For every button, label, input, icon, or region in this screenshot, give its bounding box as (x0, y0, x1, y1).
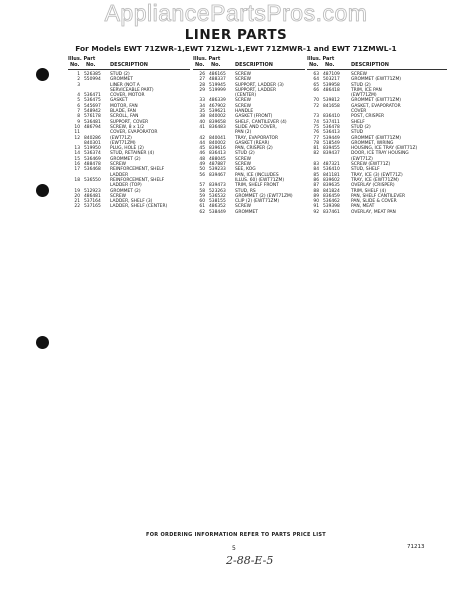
part-description: TRAY, ICE (EWT71ZM) (351, 177, 399, 183)
part-illus-no: 63 (313, 72, 319, 77)
part-description: SLIDE AND COVER, (235, 124, 277, 130)
part-illus-no: 73 (313, 114, 319, 120)
part-description: GROMMET (2) (EWT71ZM) (235, 193, 293, 199)
part-number: 512923 (84, 188, 101, 194)
part-number: 519950 (84, 146, 101, 152)
part-number: 840002 (209, 140, 226, 146)
part-illus-no: 62 (199, 209, 205, 215)
part-number: 539233 (209, 167, 226, 173)
part-number: 839473 (209, 183, 226, 189)
part-illus-no: 91 (313, 204, 319, 210)
part-number: 503217 (323, 77, 340, 83)
part-illus-no: 4 (77, 93, 80, 99)
part-description: PAN, SHELF CANTILEVER (351, 193, 406, 199)
part-illus-no: 26 (199, 72, 205, 77)
part-illus-no: 9 (77, 119, 80, 125)
part-number: 488045 (209, 156, 226, 162)
part-description: TRAY, EVAPORATOR (235, 135, 279, 141)
part-illus-no: 38 (199, 114, 205, 120)
part-number: 840301 (84, 140, 101, 146)
part-description: (EWT71ZM) (110, 140, 136, 146)
part-illus-no: 1 (77, 72, 80, 77)
part-illus-no: 88 (313, 188, 319, 194)
part-row (68, 204, 190, 209)
part-number: 839602 (323, 177, 340, 183)
description-label: DESCRIPTION (351, 62, 389, 68)
part-description: PAN, CRISPER (2) (235, 146, 273, 152)
part-description: SCREW (235, 72, 252, 77)
page-title: LINER PARTS (184, 27, 288, 43)
part-description: PAN (2) (235, 130, 252, 136)
part-description: GROMMET (EWT71ZM) (351, 135, 401, 141)
part-description: SCREW (235, 162, 252, 168)
part-number: 537165 (84, 204, 101, 210)
part-number: 839616 (209, 146, 226, 152)
part-no-label: No. (211, 62, 221, 68)
part-illus-no: 22 (74, 204, 80, 210)
part-description: COVER, EVAPORATOR (110, 130, 158, 136)
part-number: 836413 (209, 151, 226, 157)
ordering-note: FOR ORDERING INFORMATION REFER TO PARTS PRICE LIST (146, 532, 326, 538)
part-number: 839635 (323, 183, 340, 189)
part-description: CLIP (2) (EWT71ZM) (235, 199, 280, 205)
watermark-logo: AppliancePartsPros.com (104, 0, 368, 26)
part-illus-no: 57 (199, 183, 205, 189)
no-label: No. (195, 62, 205, 68)
part-description: OVERLAY (CRISPER) (351, 183, 395, 189)
part-number: 536462 (323, 199, 340, 205)
parts-list (193, 72, 305, 215)
part-description: REINFORCEMENT, SHELF (110, 177, 165, 183)
part-number: 536532 (209, 193, 226, 199)
part-description: STUD, SHELF (351, 167, 380, 173)
part-illus-no: 2 (77, 77, 80, 83)
part-number: 536550 (84, 177, 101, 183)
part-description: STUD, RETAINER (4) (110, 151, 155, 157)
part-illus-no: 85 (313, 172, 319, 178)
part-description: GROMMET (EWT71ZM) (351, 98, 401, 104)
part-number: 837461 (323, 209, 340, 215)
part-number: 539398 (323, 204, 340, 210)
part-description: SCREW (110, 193, 127, 199)
part-number: 523263 (209, 188, 226, 194)
parts-column-1 (68, 56, 190, 210)
part-description: MOTOR, FAN (110, 103, 138, 109)
part-description: OVERLAY, MEAT PAN (351, 209, 396, 215)
part-illus-no: 49 (199, 162, 205, 168)
part-illus-no: 40 (199, 119, 205, 125)
part-illus-no: 17 (74, 167, 80, 173)
part-number: 519999 (209, 87, 226, 93)
part-number: 536471 (84, 93, 101, 99)
page-subtitle: For Models EWT 71ZWR-1,EWT 71ZWL-1,EWT 71ZMWR-1 and EWT 71ZMWL-1 (75, 44, 397, 53)
parts-list (68, 72, 190, 210)
part-description: ILLUS. 60) (EWT71ZM) (235, 177, 285, 183)
part-illus-no: 46 (199, 151, 205, 157)
part-number: 539812 (323, 98, 340, 104)
part-illus-no: 5 (77, 98, 80, 104)
part-number: 526385 (84, 72, 101, 77)
part-illus-no: 44 (199, 140, 205, 146)
part-description: COVER (351, 109, 367, 115)
header-rule (193, 69, 305, 70)
part-description: STUD (2) (235, 151, 255, 157)
part-illus-no: 21 (74, 199, 80, 205)
part-description: STUD (2) (351, 124, 371, 130)
part-description: LADDER, SHELF (3) (110, 199, 153, 205)
part-description: STUD (2) (110, 72, 130, 77)
part-description: GASKET (REAR) (235, 140, 270, 146)
part-number: 486339 (209, 98, 226, 104)
part-description: GROMMET, WIRING (351, 140, 394, 146)
part-number: 840002 (209, 114, 226, 120)
part-number: 537164 (84, 199, 101, 205)
part-illus-no: 6 (77, 103, 80, 109)
part-illus-no: 82 (313, 151, 319, 157)
part-description: LADDER (110, 172, 129, 178)
binder-hole (36, 184, 49, 197)
part-illus-no: 61 (199, 204, 205, 210)
part-no-label: No. (325, 62, 335, 68)
part-illus-no: 29 (199, 87, 205, 93)
part-illus-no: 16 (74, 162, 80, 168)
part-description: (EWT71Z) (351, 156, 373, 162)
part-number: 576178 (84, 114, 101, 120)
part-illus-no: 92 (313, 209, 319, 215)
part-description: COVER, MOTOR (110, 93, 145, 99)
parts-list (307, 72, 447, 215)
part-number: 486352 (209, 204, 226, 210)
part-illus-no: 56 (199, 172, 205, 178)
part-illus-no: 84 (313, 167, 319, 173)
part-number: 839467 (209, 172, 226, 178)
part-description: SHELF, CANTILEVER (4) (235, 119, 287, 125)
no-label: No. (70, 62, 80, 68)
part-description: (EWT71ZM) (351, 93, 377, 99)
part-number: 537411 (323, 119, 340, 125)
part-row (307, 210, 447, 215)
part-number: 539621 (209, 109, 226, 115)
part-illus-no: 7 (77, 109, 80, 115)
part-number: 536478 (323, 124, 340, 130)
part-description: SCREW (110, 162, 127, 168)
part-number: 487321 (323, 162, 340, 168)
part-illus-no: 59 (199, 193, 205, 199)
part-number: 836483 (209, 124, 226, 130)
part-description: SCREW (235, 103, 252, 109)
column-header (307, 56, 447, 68)
column-header (193, 56, 305, 68)
part-description: REINFORCEMENT, SHELF (110, 167, 165, 173)
part-illus-no: 42 (199, 135, 205, 141)
parts-column-3 (307, 56, 447, 215)
part-number: 519945 (209, 82, 226, 88)
part-number: 841824 (323, 188, 340, 194)
part-illus-no: 83 (313, 162, 319, 168)
part-description: GROMMET (235, 209, 258, 215)
part-illus-no: 18 (74, 177, 80, 183)
part-description: PAN, MEAT (351, 204, 375, 210)
part-illus-no: 8 (77, 114, 80, 120)
part-number: 841658 (323, 103, 340, 109)
part-description: STUD (351, 130, 364, 136)
part-illus-no: 74 (313, 119, 319, 125)
part-number: 536410 (323, 167, 340, 173)
part-description: SCREW (351, 72, 368, 77)
part-description: GASKET (110, 98, 128, 104)
part-number: 488478 (84, 162, 101, 168)
part-description: STUD (2) (351, 82, 371, 88)
part-number: 536475 (84, 98, 101, 104)
part-illus-no: 10 (74, 124, 80, 130)
part-description: TRIM, SHELF (4) (351, 188, 387, 194)
part-number: 840286 (84, 135, 101, 141)
part-illus-no: 34 (199, 103, 205, 109)
part-number: 839437 (323, 151, 340, 157)
part-illus-no: 35 (199, 109, 205, 115)
part-illus-no: 60 (199, 199, 205, 205)
part-illus-no: 77 (313, 135, 319, 141)
part-illus-no: 81 (313, 146, 319, 152)
part-description: POST, CRISPER (351, 114, 385, 120)
part-description: (EWT71Z) (110, 135, 132, 141)
part-illus-no: 86 (313, 177, 319, 183)
part-illus-no: 48 (199, 156, 205, 162)
part-description: GASKET, EVAPORATOR (351, 103, 401, 109)
part-description: LINER (NOT A (110, 82, 140, 88)
part-description: SCREW (235, 204, 252, 210)
part-illus-no: 90 (313, 199, 319, 205)
part-number: 488337 (209, 77, 226, 83)
binder-hole (36, 68, 49, 81)
page-number: 5 (232, 545, 236, 552)
part-illus-no: 28 (199, 82, 205, 88)
header-rule (68, 69, 190, 70)
part-illus-no: 65 (313, 82, 319, 88)
part-description: HANDLE (235, 109, 254, 115)
part-description: SUPPORT, LADDER (235, 87, 277, 93)
handwritten-note: 2-88-E-5 (226, 554, 274, 567)
part-description: SCREW, 8 x 1/2 (110, 124, 145, 130)
part-row (193, 210, 305, 215)
part-description: SHELF (351, 119, 365, 125)
part-description: SERVICEABLE PART) (110, 87, 154, 93)
part-description: TRIM, SHELF FRONT (235, 183, 279, 189)
part-description: SCROLL, FAN (110, 114, 139, 120)
part-number: 839455 (323, 146, 340, 152)
part-description: TRIM, ICE PAN (351, 87, 382, 93)
illus-part-label: Illus. Part (68, 56, 96, 62)
part-number: 536374 (84, 151, 101, 157)
part-illus-no: 15 (74, 156, 80, 162)
part-description: BLADE, FAN (110, 109, 136, 115)
no-label: No. (309, 62, 319, 68)
part-description: SUPPORT, COVER (110, 119, 149, 125)
part-number: 550994 (84, 77, 101, 83)
part-number: 518549 (323, 140, 340, 146)
part-illus-no: 64 (313, 77, 319, 83)
part-number: 538155 (209, 199, 226, 205)
column-header (68, 56, 190, 68)
binder-hole (36, 336, 49, 349)
part-number: 486165 (209, 72, 226, 77)
part-number: 486418 (323, 87, 340, 93)
part-number: 538449 (209, 209, 226, 215)
part-description: GASKET (FRONT) (235, 114, 273, 120)
part-description: PLUG, HOLE (2) (110, 146, 144, 152)
part-description: SCREW (EWT71Z) (351, 162, 391, 168)
header-rule (307, 69, 447, 70)
part-number: 841181 (323, 172, 340, 178)
part-illus-no: 20 (74, 193, 80, 199)
part-number: 536468 (84, 167, 101, 173)
illus-part-label: Illus. Part (307, 56, 335, 62)
part-illus-no: 13 (74, 146, 80, 152)
part-number: 467902 (209, 103, 226, 109)
part-illus-no: 27 (199, 77, 205, 83)
part-description: PAN, ICE (INCLUDES (235, 172, 279, 178)
part-number: 486481 (84, 193, 101, 199)
part-description: LADDER (TOP) (110, 183, 142, 189)
part-number: 545697 (84, 103, 101, 109)
part-number: 836459 (323, 193, 340, 199)
part-description: HOUSING, ICE TRAY (EWT71Z) (351, 146, 418, 152)
description-label: DESCRIPTION (110, 62, 148, 68)
part-number: 839658 (209, 119, 226, 125)
part-illus-no: 78 (313, 140, 319, 146)
part-illus-no: 45 (199, 146, 205, 152)
parts-column-2 (193, 56, 305, 215)
part-number: 548942 (84, 109, 101, 115)
description-label: DESCRIPTION (235, 62, 273, 68)
part-illus-no: 12 (74, 135, 80, 141)
part-description: SEE, KOG (235, 167, 256, 173)
part-description: GROMMET (110, 77, 133, 83)
part-illus-no: 70 (313, 98, 319, 104)
part-illus-no: 75 (313, 124, 319, 130)
part-description: STUD, RS (235, 188, 256, 194)
part-number: 487887 (209, 162, 226, 168)
part-illus-no: 89 (313, 193, 319, 199)
part-description: SCREW (235, 77, 252, 83)
part-description: DOOR, ICE TRAY HOUSING (351, 151, 409, 157)
part-number: 539958 (323, 82, 340, 88)
part-number: 536481 (84, 119, 101, 125)
part-number: 536413 (323, 130, 340, 136)
part-illus-no: 3 (77, 82, 80, 88)
part-description: GROMMET (2) (110, 156, 141, 162)
part-description: (CENTER) (235, 93, 257, 99)
part-description: SCREW (235, 98, 252, 104)
part-number: 840041 (209, 135, 226, 141)
part-description: SUPPORT, LADDER (3) (235, 82, 284, 88)
part-description: PAN, SLIDE & COVER (351, 199, 397, 205)
part-illus-no: 19 (74, 188, 80, 194)
part-number: 539449 (323, 135, 340, 141)
part-description: SCREW (235, 156, 252, 162)
part-illus-no: 76 (313, 130, 319, 136)
part-illus-no: 14 (74, 151, 80, 157)
part-description: LADDER, SHELF (CENTER) (110, 204, 168, 210)
part-illus-no: 72 (313, 103, 319, 109)
part-number: 487109 (323, 72, 340, 77)
part-illus-no: 58 (199, 188, 205, 194)
part-number: 836410 (323, 114, 340, 120)
part-illus-no: 41 (199, 124, 205, 130)
part-description: GROMMET (2) (110, 188, 141, 194)
part-description: TRAY, ICE (3) (EWT71Z) (351, 172, 403, 178)
part-description: GROMMET (EWT71ZM) (351, 77, 401, 83)
part-illus-no: 50 (199, 167, 205, 173)
part-illus-no: 11 (74, 130, 80, 136)
part-no-label: No. (86, 62, 96, 68)
document-code: 71213 (407, 544, 425, 550)
part-number: 536469 (84, 156, 101, 162)
part-number: 486794 (84, 124, 101, 130)
part-illus-no: 33 (199, 98, 205, 104)
part-illus-no: 66 (313, 87, 319, 93)
illus-part-label: Illus. Part (193, 56, 221, 62)
part-illus-no: 87 (313, 183, 319, 189)
